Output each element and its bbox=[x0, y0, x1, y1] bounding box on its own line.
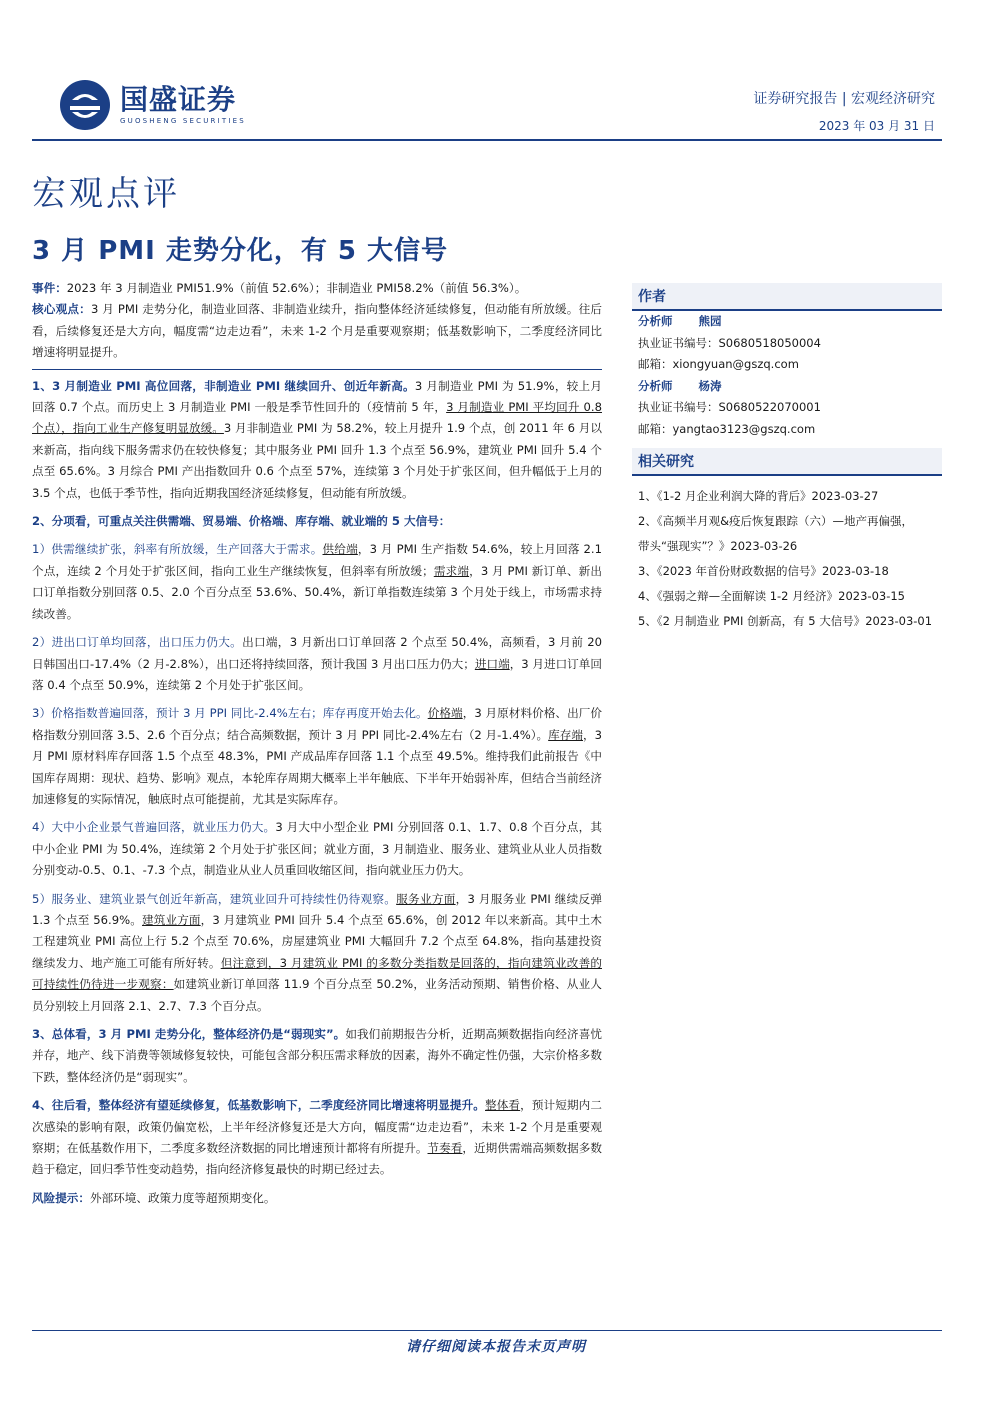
header-divider bbox=[32, 139, 942, 141]
analyst-1-email bbox=[632, 354, 942, 376]
report-date: 2023 年 03 月 31 日 bbox=[818, 119, 935, 133]
section-3-heading: 3、总体看，3 月 PMI 走势分化，整体经济仍是“弱现实”。 bbox=[32, 1027, 346, 1041]
body-divider bbox=[32, 369, 602, 370]
event-label: 事件： bbox=[32, 281, 67, 295]
cert-number: S0680522070001 bbox=[718, 400, 821, 414]
signal-3-lead: 3）价格指数普遍回落，预计 3 月 PPI 同比-2.4%左右；库存再度开始去化。 bbox=[32, 706, 428, 721]
report-body bbox=[32, 278, 602, 1209]
signal-1 bbox=[32, 539, 602, 625]
signal-5-service-label: 服务业方面 bbox=[396, 891, 456, 906]
guosheng-logo-icon bbox=[58, 78, 112, 132]
section-3-text: 如我们前期报告分析，近期高频数据指向经济喜忧并存，地产、线下消费等领域修复较快，可能包含部分积压需求释放的因素，海外不确定性仍强，大宗价格多数下跌，整体经济仍是“弱现实”。 bbox=[32, 1027, 602, 1084]
authors-heading: 作者 bbox=[632, 283, 942, 311]
risk-text: 外部环境、政策力度等超预期变化。 bbox=[89, 1190, 276, 1205]
signal-1-lead: 1）供需继续扩张，斜率有所放缓，生产回落大于需求。 bbox=[32, 542, 323, 557]
section-2-heading: 2、分项看，可重点关注供需端、贸易端、价格端、库存端、就业端的 5 大信号： bbox=[32, 514, 451, 529]
related-item[interactable]: 4、《强弱之辩—全面解读 1-2 月经济》2023-03-15 bbox=[638, 589, 905, 603]
section-1-heading: 1、3 月制造业 PMI 高位回落，非制造业 PMI 继续回升、创近年新高。 bbox=[32, 378, 415, 393]
related-item[interactable]: 2、《高频半月观&疫后恢复跟踪（六）—地产再偏强， bbox=[638, 514, 914, 528]
analyst-name: 杨涛 bbox=[698, 378, 722, 393]
signal-2-text-a: 出口端，3 月新出口订单回落 2 个点至 50.4%，高频看，3 月前 20 日韩国出口-17.4%（2 月-2.8%），出口还将持续回落，预计我国 3 月出口压力仍大； bbox=[32, 635, 602, 671]
related-research-heading: 相关研究 bbox=[632, 448, 942, 476]
signal-5 bbox=[32, 889, 602, 1017]
signal-3-inventory-label: 库存端 bbox=[548, 727, 583, 742]
email-label: 邮箱： bbox=[638, 421, 673, 436]
signal-1-demand-label: 需求端 bbox=[433, 563, 470, 578]
related-item[interactable]: 5、《2 月制造业 PMI 创新高，有 5 大信号》2023-03-01 bbox=[638, 614, 933, 628]
risk-label: 风险提示： bbox=[32, 1190, 90, 1205]
section-2-heading-para bbox=[32, 511, 602, 532]
signal-1-supply-label: 供给端 bbox=[322, 542, 358, 557]
email-label: 邮箱： bbox=[638, 357, 673, 371]
brand-logo bbox=[58, 78, 246, 132]
related-item-continued[interactable]: 带头“强现实”？》2023-03-26 bbox=[638, 539, 798, 553]
analyst-2-email bbox=[632, 419, 942, 441]
signal-5-text-a: ，3 月服务业 PMI 继续反弹 1.3 个点至 56.9%。 bbox=[32, 891, 602, 927]
section-4-text-a: ，预计短期内二次感染的影响有限，政策仍偏宽松，上半年经济修复还是大方向，幅度需“边走边看”，未来 1-2 个月是重要观察期；在低基数作用下，二季度多数经济数据的同比增速预计都将有所提升。 bbox=[32, 1098, 602, 1156]
report-category: 证券研究报告 | 宏观经济研究 bbox=[753, 91, 935, 107]
related-item[interactable]: 1、《1-2 月企业利润大降的背后》2023-03-27 bbox=[638, 489, 879, 503]
signal-3 bbox=[32, 703, 602, 810]
signal-1-text-a: ，3 月 PMI 生产指数 54.6%，较上月回落 2.1 个点，连续 2 个月处于扩张区间，指向工业生产继续恢复，但斜率有所放缓； bbox=[32, 542, 602, 578]
section-4-text-b: ，近期供需端高频数据多数趋于稳定，回归季节性变动趋势，指向经济修复最快的时期已经过去。 bbox=[32, 1141, 602, 1177]
signal-3-price-label: 价格端 bbox=[427, 706, 463, 721]
email-link[interactable]: yangtao3123@gszq.com bbox=[672, 421, 816, 436]
document-title: 3 月 PMI 走势分化，有 5 大信号 bbox=[32, 236, 449, 266]
cert-number: S0680518050004 bbox=[718, 335, 821, 350]
footer-divider bbox=[32, 1330, 942, 1331]
sidebar bbox=[632, 283, 942, 634]
section-1-text-a: 3 月制造业 PMI 为 51.9%，较上月回落 0.7 个点。而历史上 3 月制造业 PMI 一般是季节性回升的（疫情前 5 年， bbox=[32, 378, 602, 415]
analyst-role: 分析师 bbox=[638, 314, 673, 328]
brand-name: 国盛证券 bbox=[120, 83, 237, 116]
signal-5-caveat: 但注意到，3 月建筑业 PMI 的多数分类指数是回落的，指向建筑业改善的可持续性仍待进一步观察： bbox=[32, 955, 602, 992]
signal-3-text-b: ，3 月 PMI 原材料库存回落 1.5 个点至 48.3%，PMI 产成品库存回落 1.1 个点至 49.5%。维持我们此前报告《中国库存周期：现状、趋势、影响》观点，本轮库存周期大概率上半年触底、下半年开始弱补库，但结合当前经济加速修复的实际情况，触底时点可能提前，尤其是实际库存。 bbox=[32, 727, 602, 806]
analyst-2-cert bbox=[632, 397, 942, 419]
core-view-paragraph bbox=[32, 299, 602, 363]
event-text: 2023 年 3 月制造业 PMI51.9%（前值 52.6%）；非制造业 PMI58.2%（前值 56.3%）。 bbox=[66, 281, 527, 295]
event-paragraph bbox=[32, 278, 602, 299]
related-item[interactable]: 3、《2023 年首份财政数据的信号》2023-03-18 bbox=[638, 564, 889, 578]
risk-paragraph bbox=[32, 1188, 602, 1209]
analyst-name: 熊园 bbox=[698, 314, 722, 328]
signal-5-construction-label: 建筑业方面 bbox=[142, 912, 201, 927]
section-4-heading: 4、往后看，整体经济有望延续修复，低基数影响下，二季度经济同比增速将明显提升。 bbox=[32, 1098, 486, 1113]
core-text: 3 月 PMI 走势分化，制造业回落、非制造业续升，指向整体经济延续修复，但动能有所放缓。往后看，后续修复还是大方向，幅度需“边走边看”，未来 1-2 个月是重要观察期；低基数影响下，二季度经济同比增速将明显提升。 bbox=[32, 302, 602, 360]
core-label: 核心观点： bbox=[32, 302, 91, 317]
analyst-1 bbox=[632, 311, 942, 333]
section-1-text-b: 3 月制造业 PMI 平均回升 0.8 个点），指向工业生产修复明显放缓。 bbox=[32, 400, 602, 436]
email-link[interactable]: xiongyuan@gszq.com bbox=[672, 357, 799, 371]
section-1-text-c: 3 月非制造业 PMI 为 58.2%，较上月提升 1.9 个点，创 2011 年 6 月以来新高，指向线下服务需求仍在较快修复；其中服务业 PMI 回升 1.3 个点至 56.9%，建筑业 PMI 回升 5.4 个点至 65.6%。3 月综合 PMI 产出指数回升 0.6 个点至 57%，连续第 3 个月处于扩张区间，但升幅低于上月的 3.5 个点，也低于季节性，指向近期我国经济延续修复，但动能有所放缓。 bbox=[32, 421, 603, 500]
signal-1-text-b: ，3 月 PMI 新订单、新出口订单指数分别回落 0.5、2.0 个百分点至 53.6%、50.4%，新订单指数连续第 3 个月处于线上，市场需求持续改善。 bbox=[32, 563, 602, 621]
signal-4-text: 3 月大中小型企业 PMI 分别回落 0.1、1.7、0.8 个百分点，其中小企业 PMI 为 50.4%，连续第 2 个月处于扩张区间；就业方面，3 月制造业、服务业、建筑业从业人员指数分别变动-0.5、0.1、-7.3 个点，制造业从业人员重回收缩区间，指向就业压力仍大。 bbox=[32, 820, 602, 878]
section-4-rhythm-label: 节奏看 bbox=[427, 1141, 463, 1156]
section-1 bbox=[32, 376, 602, 504]
signal-3-text-a: ，3 月原材料价格、出厂价格指数分别回落 3.5、2.6 个百分点；结合高频数据，预计 3 月 PPI 同比-2.4%左右（2 月-1.4%）。 bbox=[32, 706, 602, 742]
signal-5-text-c: 如建筑业新订单回落 11.9 个百分点至 50.2%，业务活动预期、销售价格、从业人员分别较上月回落 2.1、2.7、7.3 个百分点。 bbox=[32, 977, 602, 1013]
document-type: 宏观点评 bbox=[32, 174, 180, 214]
signal-2 bbox=[32, 632, 602, 696]
signal-5-lead: 5）服务业、建筑业景气创近年新高，建筑业回升可持续性仍待观察。 bbox=[32, 891, 397, 906]
section-4 bbox=[32, 1095, 602, 1181]
section-3 bbox=[32, 1024, 602, 1088]
signal-4 bbox=[32, 817, 602, 881]
brand-name-en: GUOSHENG SECURITIES bbox=[120, 117, 246, 125]
signal-2-import-label: 进口端 bbox=[474, 656, 510, 671]
cert-label: 执业证书编号： bbox=[638, 400, 719, 414]
cert-label: 执业证书编号： bbox=[638, 335, 719, 350]
section-4-overall-label: 整体看 bbox=[485, 1098, 521, 1113]
footer-disclaimer: 请仔细阅读本报告末页声明 bbox=[406, 1339, 586, 1355]
signal-4-lead: 4）大中小企业景气普遍回落，就业压力仍大。 bbox=[32, 820, 276, 835]
analyst-1-cert bbox=[632, 333, 942, 355]
signal-2-text-b: ，3 月进口订单回落 0.4 个点至 50.9%，连续第 2 个月处于扩张区间。 bbox=[32, 656, 602, 692]
signal-5-text-b: ，3 月建筑业 PMI 回升 5.4 个点至 65.6%，创 2012 年以来新高。其中土木工程建筑业 PMI 高位上行 5.2 个点至 70.6%，房屋建筑业 PMI 大幅回升 7.2 个点至 64.8%，指向基建投资继续发力、地产施工可能有所好转。 bbox=[32, 912, 602, 970]
analyst-role: 分析师 bbox=[638, 378, 673, 393]
analyst-2 bbox=[632, 376, 942, 398]
signal-2-lead: 2）进出口订单均回落，出口压力仍大。 bbox=[32, 635, 243, 650]
